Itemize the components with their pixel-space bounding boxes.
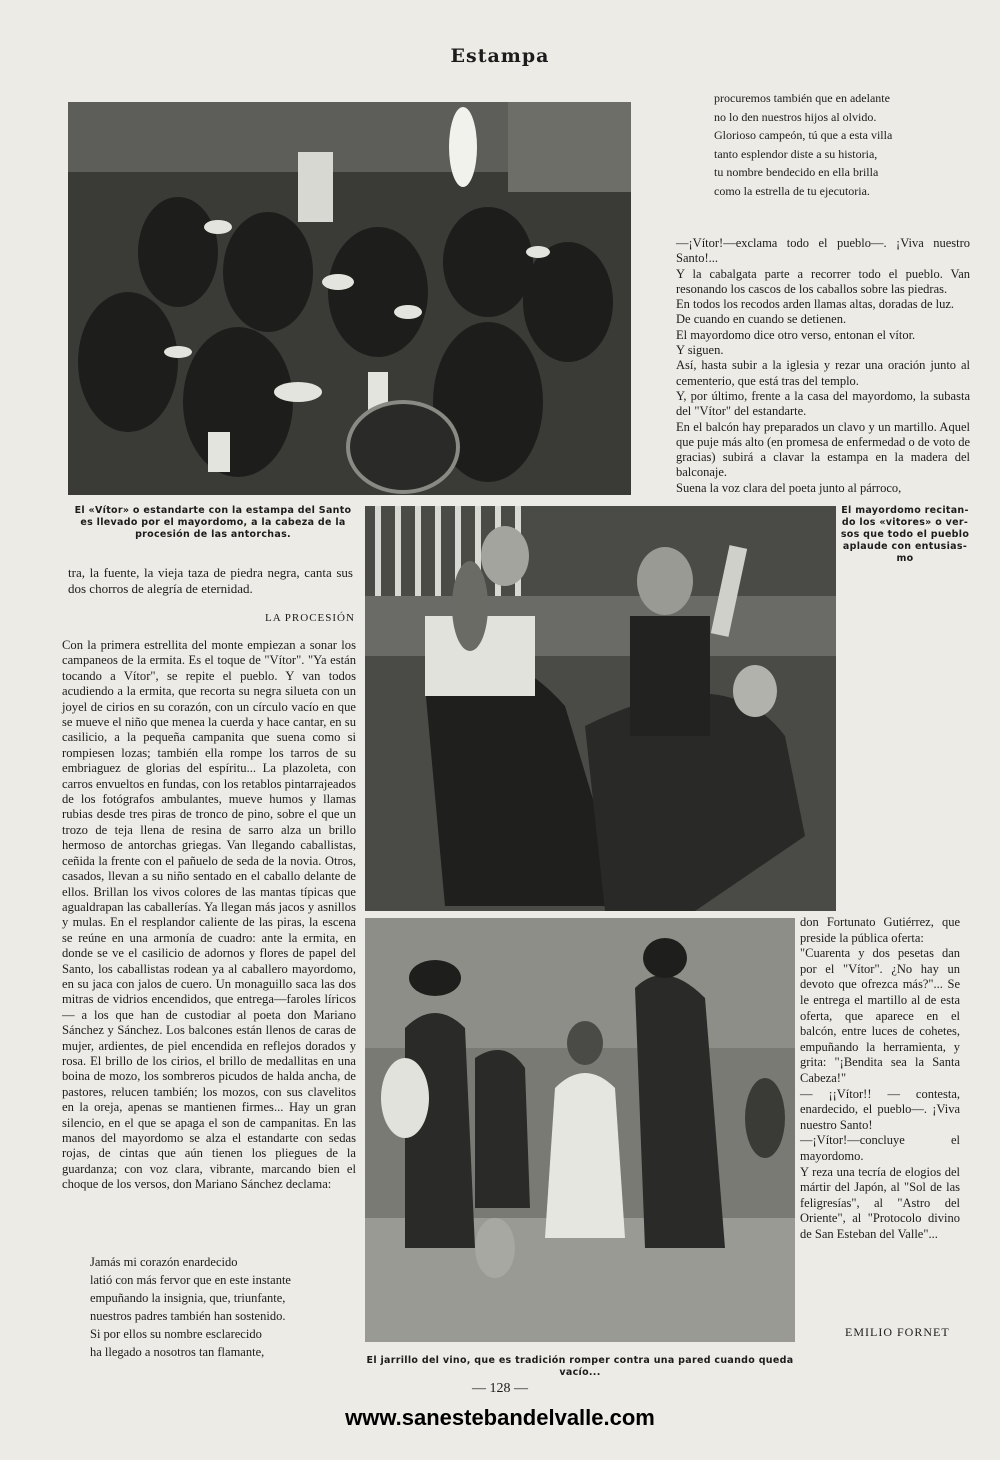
verse-line: tu nombre bendecido en ella brilla xyxy=(714,165,879,179)
paragraph: don Fortunato Gutiérrez, que preside la pública oferta: xyxy=(800,915,960,945)
paragraph: De cuando en cuando se detienen. xyxy=(676,312,847,327)
right-column-text xyxy=(676,236,970,496)
paragraph: Y reza una tecría de elogios del mártir del Japón, al "Sol de las feligresías", al "Astro del Oriente", al "Protocolo divino de San Esteban del Valle"... xyxy=(800,1164,960,1241)
caption-photo-3: El jarrillo del vino, que es tradición romper contra una pared cuando queda vacío... xyxy=(366,1355,794,1378)
photo-wine-jug-image xyxy=(365,918,795,1342)
verse-line: nuestros padres también han sostenido. xyxy=(90,1309,286,1323)
photo-mayordomo-on-horse xyxy=(365,506,836,911)
verse-line: como la estrella de tu ejecutoria. xyxy=(714,183,870,198)
paragraph: Y siguen. xyxy=(676,343,724,358)
verse-line: Jamás mi corazón enardecido xyxy=(90,1255,238,1269)
website-watermark: www.sanestebandelvalle.com xyxy=(345,1405,655,1430)
top-verse xyxy=(714,89,974,200)
left-intro-text: tra, la fuente, la vieja taza de piedra negra, canta sus dos chorros de alegría de eternidad. xyxy=(68,565,353,596)
verse-line: Glorioso campeón, tú que a esta villa xyxy=(714,128,893,142)
paragraph: —¡Vítor!—exclama todo el pueblo—. ¡Viva nuestro Santo!... xyxy=(676,236,970,266)
photo-wine-jug xyxy=(365,918,795,1342)
verse-line: tanto esplendor diste a su historia, xyxy=(714,146,878,161)
paragraph: Y, por último, frente a la casa del mayordomo, la subasta del "Vítor" del estandarte. xyxy=(676,388,970,419)
left-column-body: Con la primera estrellita del monte empiezan a sonar los campaneos de la ermita. Es el toque de "Vítor". "Ya están tocando a Vítor", se repite el pueblo. Y van todos acudiendo a la ermita, que recorta su negra silueta con un joyel de cirios en su corazón, con un círculo vacío en que se mueve el niño que menea la cuerda y hace cantar, en su casilicio, a la pequeña campanita que suena como si rompiesen lozas; también ella rompe los tarros de su embriaguez de glorias del espíritu... La plazoleta, con carros envueltos en fundas, con los retablos pintarrajeados de los fotógrafos ambulantes, mueve humos y llamas rubias desde tres piras de tronco de pino, sobre el que un trozo de teja llena de resina de sarro alza un brillo hermoso de antorchas griegas. Van llegando caballistas, ceñida la frente con el pañuelo de seda de la novia. Otros, casados, llevan a su niño sentado en el caballo delante de ellos. Brillan los vivos colores de las mantas típicas que agualdrapan las caballerías. Ya llegan más jacos y asnillos y mulas. En el resplandor caliente de las piras, la escena se reúne en una armonía de cuadro: ante la ermita, en donde se ve el casilicio de adornos y flores de papel del Santo, los caballistas rodean ya al caballero mayordomo, en su jaca con jalos de cuero. Un monaguillo saca las dos mitras de vidrios encendidos, que entrega—faroles líricos— a los que han de custodiar al poeta don Mariano Sánchez y Sánchez. Los balcones están llenos de caras de mujer, ardientes, de piel encendida en reflejos dorados y rosa. El brillo de los cirios, el brillo de medallitas en una boina de mozo, los sombreros picudos de halda ancha, de pastores, relucen también; los mozos, con sus clavelitos en la oreja, apenas se mantienen firmes... Hay un gran silencio, en el que se apaga el son de campanitas. En las manos del mayordomo se alza el estandarte con sedas rojas, de cintas que aún tienen los pliegues de la guardanza; con voz clara, vibrante, marcando bien el choque de los versos, don Mariano Sánchez declama: xyxy=(62,638,356,1192)
bottom-verse xyxy=(90,1253,355,1361)
verse-line: ha llegado a nosotros tan flamante, xyxy=(90,1345,265,1359)
photo-mayordomo-image xyxy=(365,506,836,911)
page-number: — 128 — xyxy=(472,1381,528,1396)
author-signature: EMILIO FORNET xyxy=(845,1325,950,1339)
verse-line: procuremos también que en adelante xyxy=(714,91,890,105)
section-heading: LA PROCESIÓN xyxy=(265,612,355,624)
paragraph: En el balcón hay preparados un clavo y un martillo. Aquel que puje más alto (en promesa de enfermedad o de voto de gracias) subirá a clavar la estampa en la madera del balconaje. xyxy=(676,419,970,480)
caption-photo-2: El mayordomo recitan- do los «vitores» o ver- sos que todo el pueblo aplaude con entusias- mo xyxy=(840,505,970,564)
paragraph: El mayordomo dice otro verso, entonan el vítor. xyxy=(676,327,916,342)
masthead: Estampa xyxy=(450,45,550,67)
caption-photo-1: El «Vítor» o estandarte con la estampa del Santo es llevado por el mayordomo, a la cabeza de la procesión de las antorchas. xyxy=(74,505,352,540)
verse-line: Si por ellos su nombre esclarecido xyxy=(90,1327,262,1341)
narrow-right-column xyxy=(800,915,960,1242)
paragraph: — ¡¡Vítor!! — contesta, enardecido, el pueblo—. ¡Viva nuestro Santo! xyxy=(800,1086,960,1132)
verse-line: latió con más fervor que en este instante xyxy=(90,1273,291,1287)
paragraph: Así, hasta subir a la iglesia y rezar una oración junto al cementerio, que está tras del templo. xyxy=(676,358,970,388)
paragraph: En todos los recodos arden llamas altas, doradas de luz. xyxy=(676,297,955,312)
paragraph: —¡Vítor!—concluye el mayordomo. xyxy=(800,1133,960,1163)
verse-line: empuñando la insignia, que, triunfante, xyxy=(90,1291,286,1305)
photo-torch-procession-image xyxy=(68,102,631,495)
paragraph: Suena la voz clara del poeta junto al párroco, xyxy=(676,480,902,495)
paragraph: "Cuarenta y dos pesetas dan por el "Vítor". ¿No hay un devoto que ofrezca más?"... Se le entrega el martillo al de esta oferta, que aparece en el balcón, entre luces de cohetes, empuñando la herramienta, y grita: "¡Bendita sea la Santa Cabeza!" xyxy=(800,946,960,1085)
photo-torch-procession xyxy=(68,102,631,495)
paragraph: Y la cabalgata parte a recorrer todo el pueblo. Van resonando los cascos de los caballos sobre las piedras. xyxy=(676,266,970,296)
verse-line: no lo den nuestros hijos al olvido. xyxy=(714,109,877,124)
